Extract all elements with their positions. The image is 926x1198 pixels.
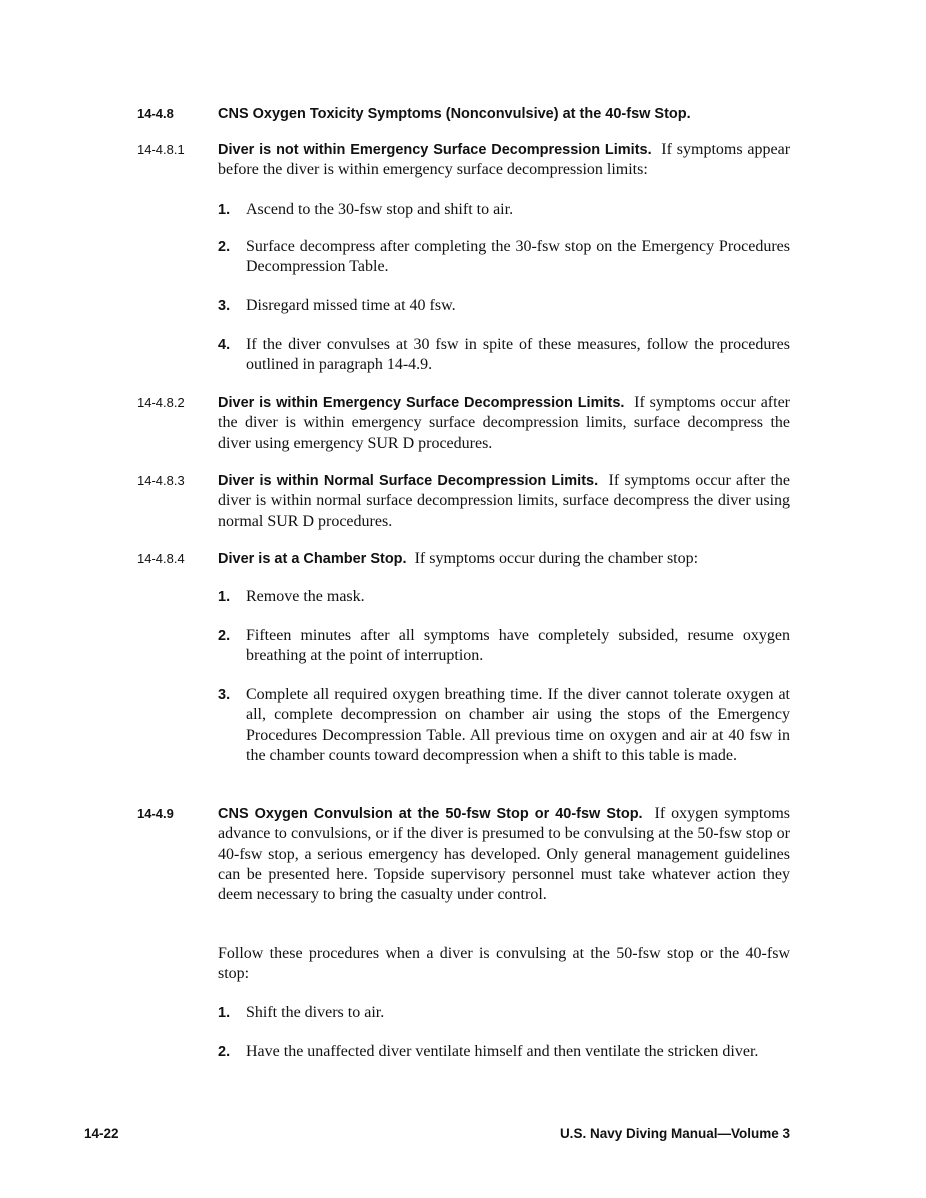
section-paragraph bbox=[218, 804, 790, 905]
section-paragraph bbox=[218, 393, 790, 454]
list-item bbox=[218, 296, 790, 316]
paragraph-lead: Diver is within Normal Surface Decompression Limits. bbox=[218, 473, 599, 489]
paragraph-text: If symptoms occur after the diver is within normal surface decompression limits, surface decompress the diver using normal SUR D procedures. bbox=[218, 472, 791, 530]
list-item bbox=[218, 200, 790, 220]
list-text: Remove the mask. bbox=[246, 588, 365, 605]
section-paragraph bbox=[218, 140, 790, 181]
section-number: 14-4.8 bbox=[137, 106, 174, 121]
list-text: Surface decompress after completing the 30-fsw stop on the Emergency Procedures Decompression Table. bbox=[246, 238, 790, 276]
paragraph-lead: Diver is within Emergency Surface Decompression Limits. bbox=[218, 395, 625, 411]
section-paragraph bbox=[218, 471, 790, 532]
list-text: Shift the divers to air. bbox=[246, 1004, 385, 1021]
list-text: If the diver convulses at 30 fsw in spite of these measures, follow the procedures outlined in paragraph 14-4.9. bbox=[246, 336, 790, 374]
list-number: 2. bbox=[218, 239, 231, 255]
section-number: 14-4.8.1 bbox=[137, 142, 185, 157]
list-number: 1. bbox=[218, 589, 231, 605]
list-text: Ascend to the 30-fsw stop and shift to air. bbox=[246, 201, 514, 218]
list-text: Fifteen minutes after all symptoms have completely subsided, resume oxygen breathing at the point of interruption. bbox=[246, 627, 790, 665]
list-item bbox=[218, 587, 790, 607]
paragraph-lead: CNS Oxygen Convulsion at the 50-fsw Stop or 40-fsw Stop. bbox=[218, 806, 643, 822]
paragraph-lead: Diver is not within Emergency Surface Decompression Limits. bbox=[218, 142, 652, 158]
section-number: 14-4.8.2 bbox=[137, 395, 185, 410]
section-title: CNS Oxygen Toxicity Symptoms (Nonconvulsive) at the 40-fsw Stop. bbox=[218, 106, 691, 122]
paragraph-text: If symptoms occur after the diver is within emergency surface decompression limits, surface decompress the diver using emergency SUR D procedures. bbox=[218, 394, 791, 452]
list-item bbox=[218, 1042, 790, 1062]
list-number: 1. bbox=[218, 1005, 231, 1021]
paragraph-text: If oxygen symptoms advance to convulsions, or if the diver is presumed to be convulsing at the 50-fsw stop or 40-fsw stop, a serious emergency has developed. Only general management guidelines can be presented here. Topside supervisory personnel must take whatever action they deem necessary to bring the casualty under control. bbox=[218, 805, 790, 904]
page-number: 14-22 bbox=[84, 1126, 119, 1141]
list-text: Have the unaffected diver ventilate himself and then ventilate the stricken diver. bbox=[246, 1043, 759, 1060]
list-item bbox=[218, 237, 790, 278]
footer-title: U.S. Navy Diving Manual—Volume 3 bbox=[559, 1126, 790, 1141]
list-text: Complete all required oxygen breathing time. If the diver cannot tolerate oxygen at all, complete decompression on chamber air using the stops of the Emergency Procedures Decompression Table. All previous time on oxygen and air at 40 fsw in the chamber counts toward decompression when a shift to this table is made. bbox=[246, 686, 790, 764]
section-paragraph bbox=[218, 549, 790, 569]
list-item bbox=[218, 685, 790, 766]
list-number: 4. bbox=[218, 337, 231, 353]
paragraph-text: If symptoms appear before the diver is within emergency surface decompression limits: bbox=[218, 141, 791, 179]
list-text: Disregard missed time at 40 fsw. bbox=[246, 297, 456, 314]
section-number: 14-4.8.3 bbox=[137, 473, 185, 488]
list-number: 1. bbox=[218, 202, 231, 218]
list-number: 2. bbox=[218, 1044, 231, 1060]
list-number: 3. bbox=[218, 687, 231, 703]
list-item bbox=[218, 626, 790, 667]
section-paragraph: Follow these procedures when a diver is convulsing at the 50-fsw stop or the 40-fsw stop: bbox=[218, 945, 790, 983]
list-number: 2. bbox=[218, 628, 231, 644]
list-number: 3. bbox=[218, 298, 231, 314]
list-item bbox=[218, 1003, 790, 1023]
section-number: 14-4.9 bbox=[137, 806, 174, 821]
paragraph-text: If symptoms occur during the chamber stop: bbox=[414, 550, 699, 567]
section-number: 14-4.8.4 bbox=[137, 551, 185, 566]
list-item bbox=[218, 335, 790, 376]
paragraph-lead: Diver is at a Chamber Stop. bbox=[218, 551, 407, 567]
